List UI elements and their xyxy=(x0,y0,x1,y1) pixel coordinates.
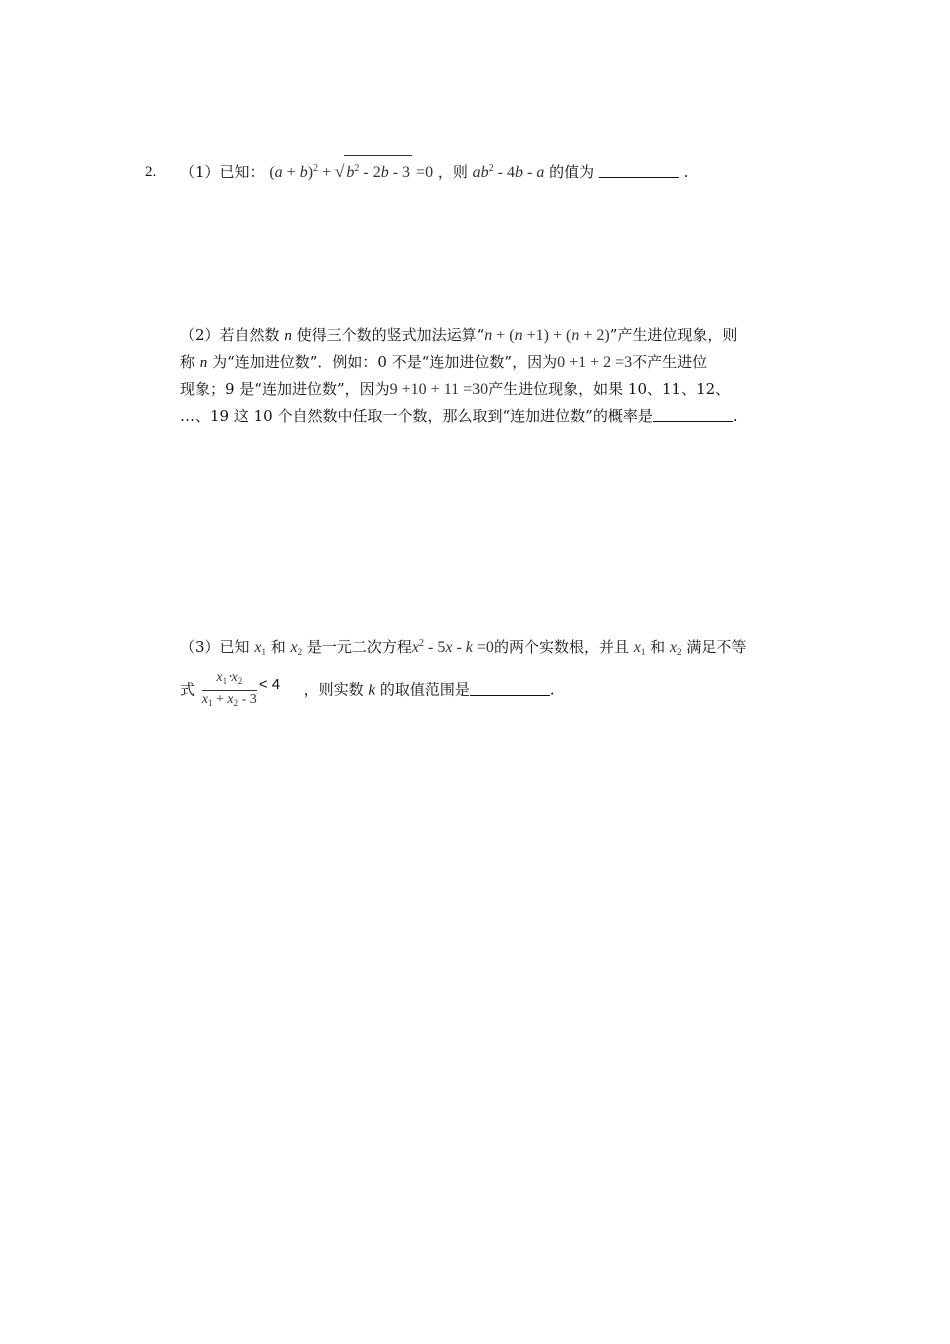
part3-quadratic-equation: $x^2 - 5x - k =0$ xyxy=(411,638,494,656)
part2-answer-blank[interactable] xyxy=(653,407,733,422)
part1-paragraph xyxy=(180,155,808,186)
part1-end: . xyxy=(683,163,689,181)
part2-line2-c: 不产生进位 xyxy=(632,353,708,371)
part1-then: ，则 xyxy=(437,163,468,181)
part3-line2-b: ，则实数 xyxy=(303,680,364,699)
part3-less-than-four: < 4 xyxy=(258,675,281,693)
part3-line1-e: 和 xyxy=(650,638,666,656)
part2-line3-b: 产生进位现象，如果 10、11、12、 xyxy=(488,380,731,398)
part2-line2-a: 称 xyxy=(180,353,196,371)
part3-line1-f: 满足不等 xyxy=(686,638,747,656)
part3-end: . xyxy=(549,680,555,699)
part2-paragraph xyxy=(180,322,808,429)
part1-label: （1）已知： xyxy=(180,163,265,181)
part2-line4-a: …、19 这 10 个自然数中任取一个数，那么取到“连加进位数”的概率是 xyxy=(180,407,653,425)
part2-var-n: n xyxy=(284,328,292,344)
part2-example-zero: 0 +1 + 2 =3 xyxy=(557,354,633,371)
part2-line1-a: （2）若自然数 xyxy=(180,326,280,344)
part2-line3-a: 现象；9 是“连加进位数”，因为 xyxy=(180,380,390,398)
part3-root-x2: $x_2$ xyxy=(290,639,303,657)
part3-var-k: k xyxy=(368,682,376,699)
part2-sum-expression: n + (n +1) + (n + 2) xyxy=(484,327,610,344)
question-number: 2. xyxy=(145,164,157,180)
part2-var-n-2: n xyxy=(199,355,208,371)
part1-target-expression: $ab^2 - 4b$ - a xyxy=(472,163,545,181)
part2-line1-c: ”产生进位现象，则 xyxy=(609,326,738,344)
part3-line1-d: 的两个实数根，并且 xyxy=(493,638,629,656)
part2-line1-b: 使得三个数的竖式加法运算“ xyxy=(296,326,485,344)
part3-inequality-fraction: $\frac{x_1\cdot x_2}{x_1 + x_2 - 3}$ xyxy=(201,670,257,708)
part3-line1-a: （3）已知 xyxy=(180,638,250,656)
part3-line2-c: 的取值范围是 xyxy=(379,680,470,699)
part3-answer-blank[interactable] xyxy=(470,681,550,696)
part1-given-equation: $(a + b)^2$ + √ $b^2 - 2b - 3 =0$ xyxy=(269,155,433,186)
part2-line2-b: 为“连加进位数”．例如：0 不是“连加进位数”，因为 xyxy=(212,353,558,371)
part3-root-x2-b: $x_2$ xyxy=(669,639,682,657)
part3-line1-b: 和 xyxy=(270,638,286,656)
part1-answer-blank[interactable] xyxy=(599,163,679,178)
part3-root-x1: $x_1$ xyxy=(254,639,266,657)
part3-paragraph xyxy=(180,631,808,712)
part2-example-nine: 9 +10 + 11 =30 xyxy=(389,381,489,398)
part3-line2-a: 式 xyxy=(180,680,196,699)
part3-root-x1-b: $x_1$ xyxy=(633,639,646,657)
part3-line1-c: 是一元二次方程 xyxy=(306,638,412,656)
part1-value-is: 的值为 xyxy=(549,163,595,181)
part2-end: . xyxy=(732,407,738,425)
